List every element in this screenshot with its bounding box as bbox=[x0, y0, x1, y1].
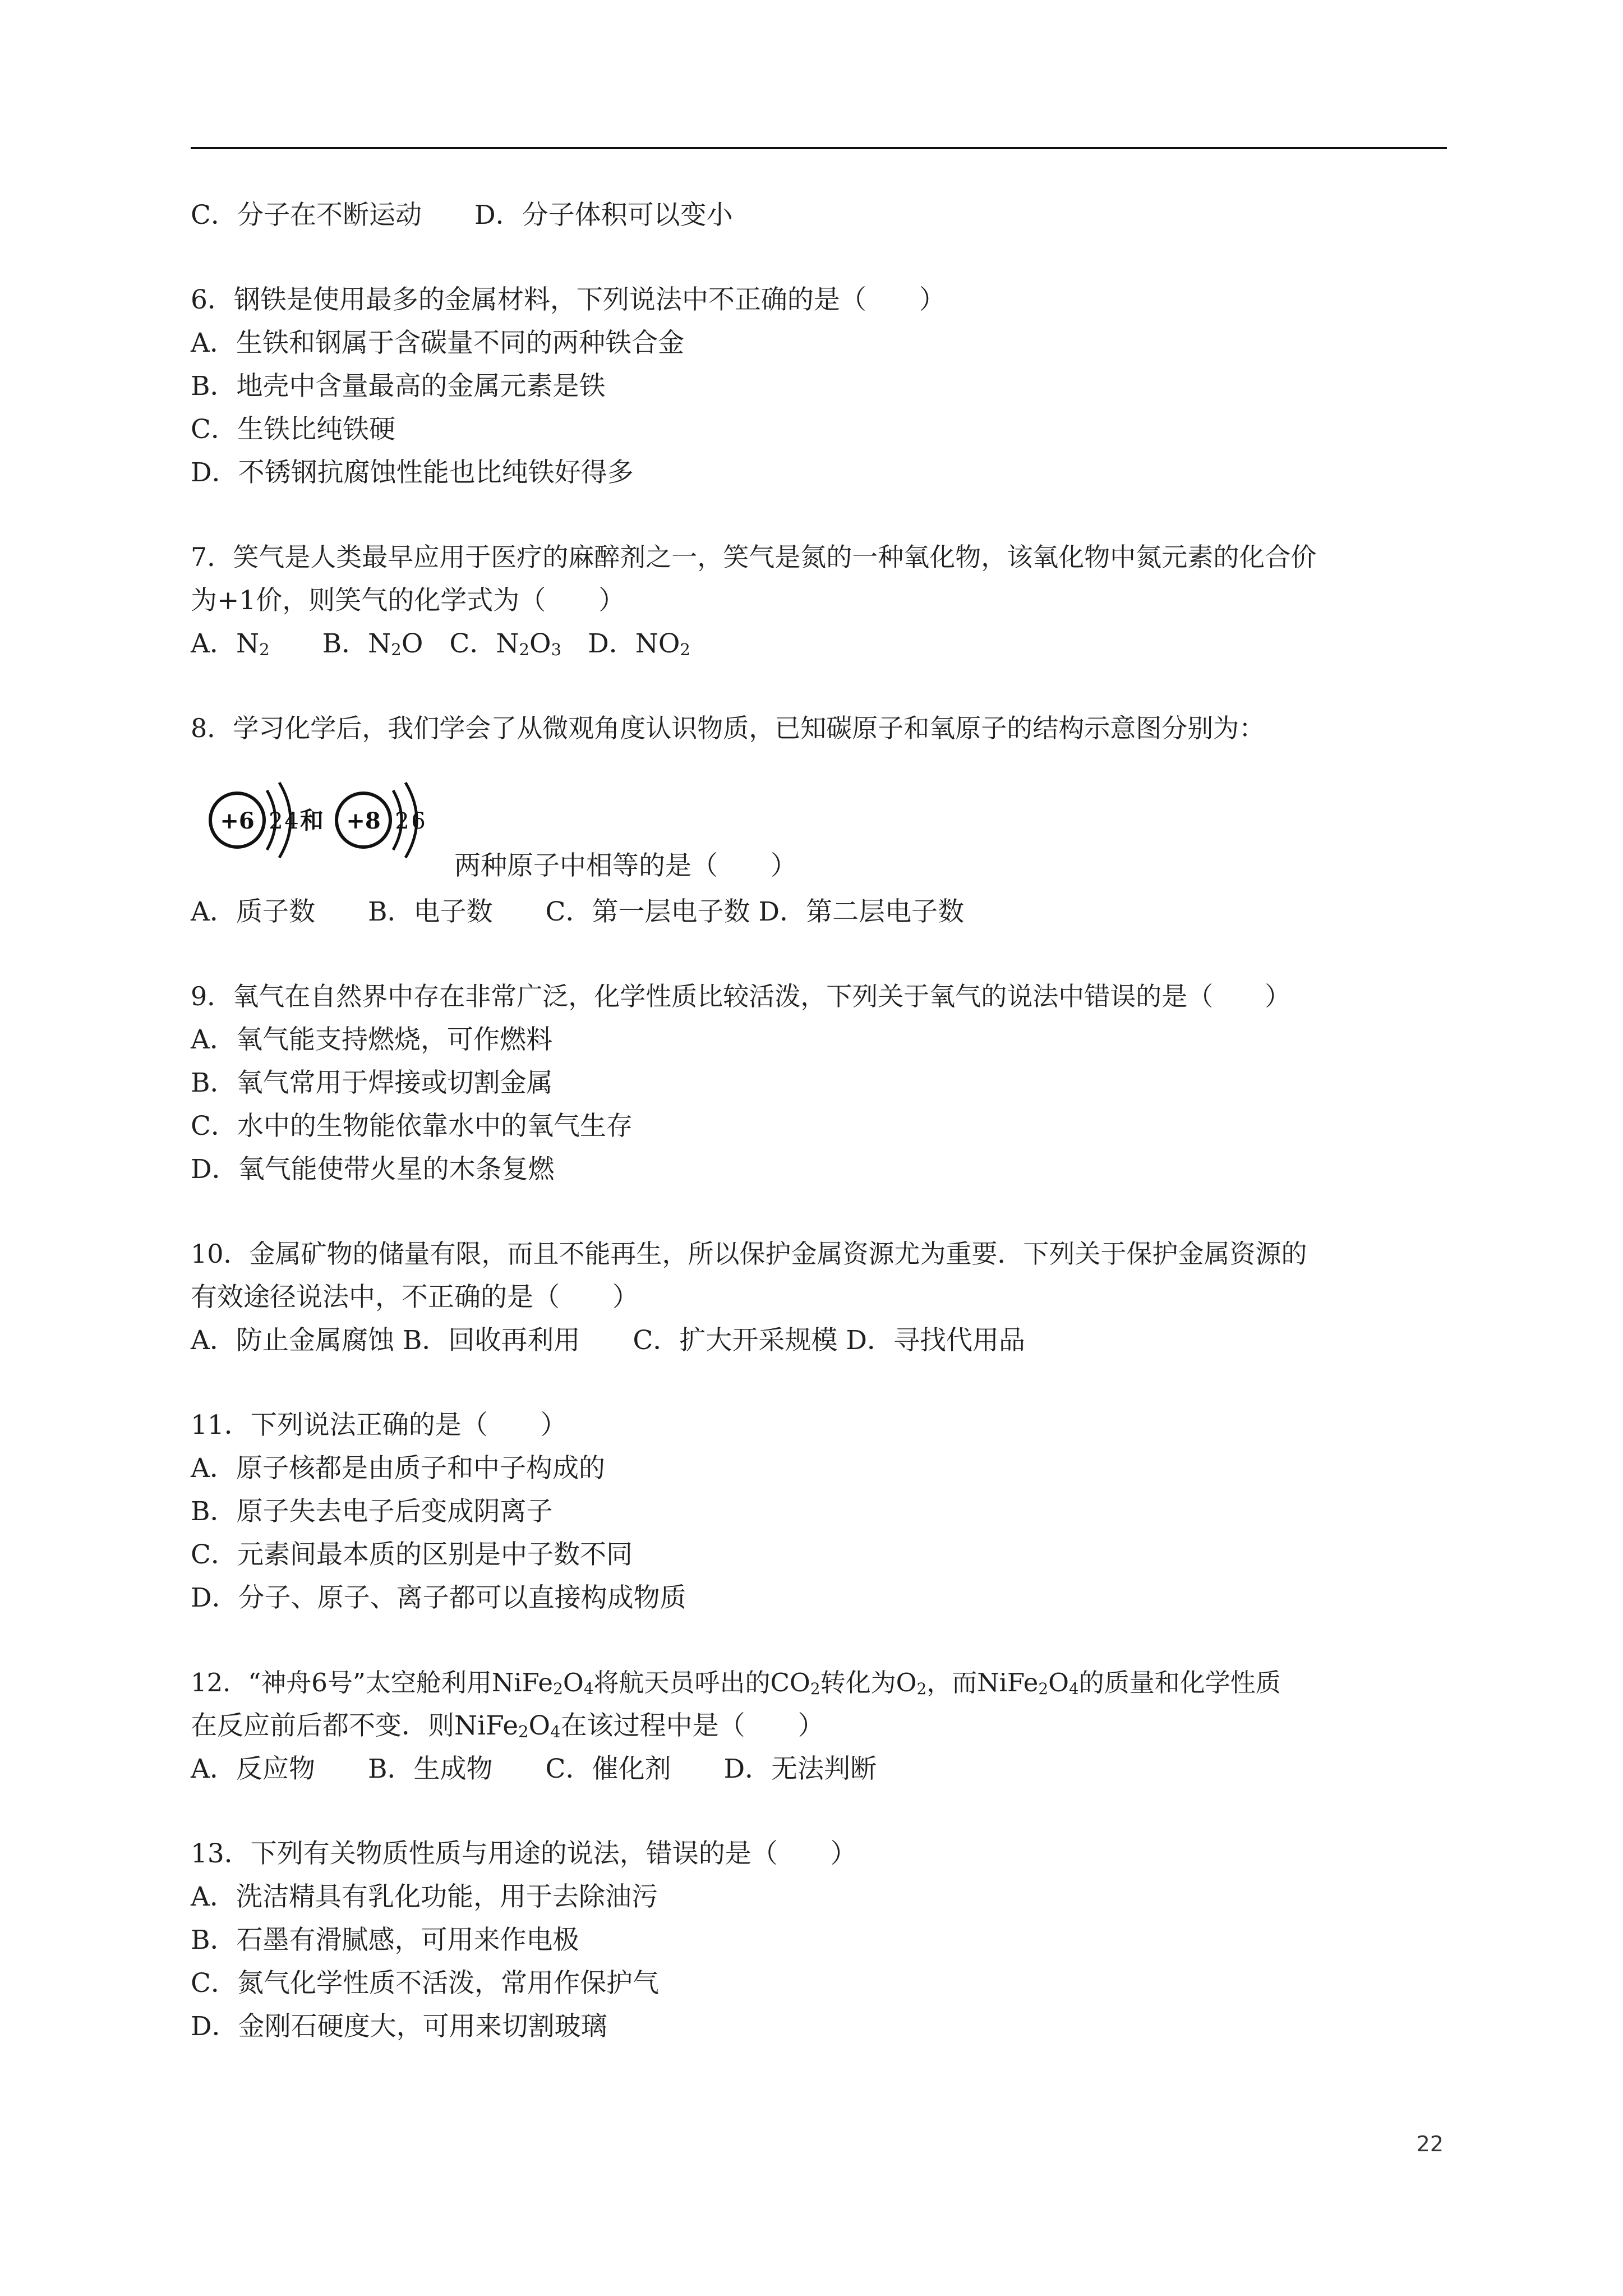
q8-stem: 8．学习化学后，我们学会了从微观角度认识物质，已知碳原子和氧原子的结构示意图分别为： bbox=[191, 713, 1265, 743]
q7-option-d: D．$NO_2$ bbox=[588, 628, 690, 660]
q10-stem-line1: 10．金属矿物的储量有限，而且不能再生，所以保护金属资源尤为重要．下列关于保护金属资源的 bbox=[191, 1239, 1307, 1269]
q7-option-c: C．$N_2O_3$ bbox=[449, 628, 562, 660]
q10-stem-line2: 有效途径说法中，不正确的是（ ） bbox=[191, 1282, 639, 1313]
q5-option-d: D．分子体积可以变小 bbox=[474, 200, 733, 231]
carbon-shell-2-electrons: 4 bbox=[284, 808, 299, 834]
q7-stem-line1: 7．笑气是人类最早应用于医疗的麻醉剂之一，笑气是氮的一种氧化物，该氧化物中氮元素的化合价 bbox=[191, 542, 1317, 572]
q10-options: A．防止金属腐蚀 B．回收再利用 C．扩大开采规模 D．寻找代用品 bbox=[191, 1325, 1026, 1356]
atom-structure-diagram bbox=[201, 750, 453, 890]
carbon-nucleus-label: +6 bbox=[220, 808, 255, 834]
q7-options bbox=[191, 622, 1447, 665]
q6-option-b: B．地壳中含量最高的金属元素是铁 bbox=[191, 371, 606, 402]
q9-option-b: B．氧气常用于焊接或切割金属 bbox=[191, 1068, 553, 1098]
q12-options: A．反应物 B．生成物 C．催化剂 D．无法判断 bbox=[191, 1754, 877, 1784]
q7-option-b: B．$N_2O$ bbox=[322, 628, 423, 660]
q5-options bbox=[191, 194, 1447, 237]
page-content bbox=[191, 194, 1447, 2048]
oxygen-shell-2-electrons: 6 bbox=[411, 808, 426, 834]
oxygen-nucleus-label: +8 bbox=[346, 808, 381, 834]
q11-stem: 11．下列说法正确的是（ ） bbox=[191, 1410, 567, 1441]
q6-option-d: D．不锈钢抗腐蚀性能也比纯铁好得多 bbox=[191, 457, 634, 488]
q7-stem-line2: 为+1价，则笑气的化学式为（ ） bbox=[191, 585, 625, 616]
q11-option-b: B．原子失去电子后变成阴离子 bbox=[191, 1496, 553, 1527]
q13-stem: 13．下列有关物质性质与用途的说法，错误的是（ ） bbox=[191, 1838, 857, 1869]
oxygen-shell-1-electrons: 2 bbox=[395, 808, 409, 834]
q11-option-a: A．原子核都是由质子和中子构成的 bbox=[191, 1453, 605, 1484]
header-rule bbox=[191, 147, 1447, 149]
q13-option-b: B．石墨有滑腻感，可用来作电极 bbox=[191, 1925, 579, 1955]
q8-diagram-row bbox=[191, 750, 1447, 890]
q11-option-c: C．元素间最本质的区别是中子数不同 bbox=[191, 1539, 633, 1570]
q7-option-a: A．$N_2$ bbox=[191, 628, 270, 660]
q9-stem: 9．氧气在自然界中存在非常广泛，化学性质比较活泼，下列关于氧气的说法中错误的是（ ） bbox=[191, 981, 1291, 1011]
q12-stem-line1: 12．“神舟6号”太空舱利用$NiFe_2O_4$将航天员呼出的$CO_2$转化为$O_2$，而$NiFe_2O_4$的质量和化学性质 bbox=[191, 1668, 1281, 1699]
q13-option-c: C．氮气化学性质不活泼，常用作保护气 bbox=[191, 1968, 659, 1999]
q12-stem-line2: 在反应前后都不变．则$NiFe_2O_4$在该过程中是（ ） bbox=[191, 1710, 824, 1742]
q6-option-c: C．生铁比纯铁硬 bbox=[191, 414, 395, 445]
q9-option-a: A．氧气能支持燃烧，可作燃料 bbox=[191, 1024, 552, 1055]
q9-option-c: C．水中的生物能依靠水中的氧气生存 bbox=[191, 1111, 633, 1142]
diagram-join-text: 和 bbox=[299, 807, 324, 834]
q8-options: A．质子数 B．电子数 C．第一层电子数 D．第二层电子数 bbox=[191, 896, 965, 927]
carbon-shell-1-electrons: 2 bbox=[269, 808, 283, 834]
q9-option-d: D．氧气能使带火星的木条复燃 bbox=[191, 1154, 555, 1185]
q11-option-d: D．分子、原子、离子都可以直接构成物质 bbox=[191, 1582, 686, 1613]
q5-option-c: C．分子在不断运动 bbox=[191, 200, 422, 231]
q6-stem: 6．钢铁是使用最多的金属材料，下列说法中不正确的是（ ） bbox=[191, 284, 946, 315]
q6-option-a: A．生铁和钢属于含碳量不同的两种铁合金 bbox=[191, 328, 684, 358]
q13-option-a: A．洗洁精具有乳化功能，用于去除油污 bbox=[191, 1881, 658, 1912]
q13-option-d: D．金刚石硬度大，可用来切割玻璃 bbox=[191, 2011, 607, 2042]
page-number: 22 bbox=[1416, 2132, 1444, 2156]
q8-stem-continuation: 两种原子中相等的是（ ） bbox=[454, 850, 797, 881]
